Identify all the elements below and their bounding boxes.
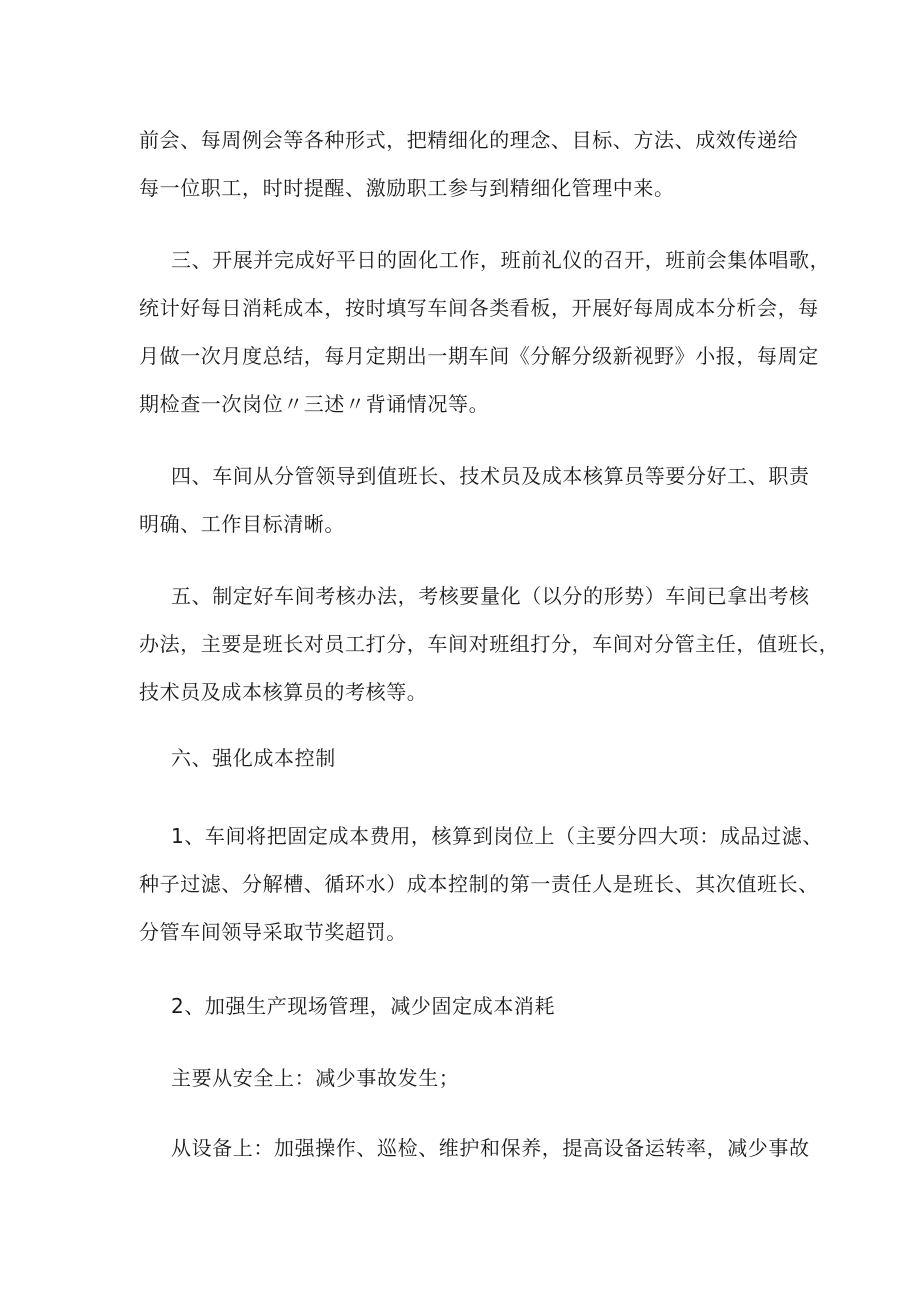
paragraph-three-line-3: 月做一次月度总结，每月定期出一期车间《分解分级新视野》小报，每周定 <box>139 344 819 368</box>
paragraph-five-line-3: 技术员及成本核算员的考核等。 <box>139 680 428 704</box>
paragraph-continuation-line-1: 前会、每周例会等各种形式，把精细化的理念、目标、方法、成效传递给 <box>139 128 799 152</box>
paragraph-five-line-2: 办法，主要是班长对员工打分，车间对班组打分，车间对分管主任，值班长， <box>139 632 840 656</box>
item-two-heading: 2、加强生产现场管理，减少固定成本消耗 <box>171 994 556 1018</box>
paragraph-five-line-1: 五、制定好车间考核办法，考核要量化（以分的形势）车间已拿出考核 <box>171 584 810 608</box>
paragraph-four-line-2: 明确、工作目标清晰。 <box>139 512 345 536</box>
item-one-line-3: 分管车间领导采取节奖超罚。 <box>139 920 407 944</box>
paragraph-three-line-1: 三、开展并完成好平日的固化工作，班前礼仪的召开，班前会集体唱歌， <box>171 248 831 272</box>
paragraph-continuation-line-2: 每一位职工，时时提醒、激励职工参与到精细化管理中来。 <box>139 176 675 200</box>
section-heading-six: 六、强化成本控制 <box>171 746 336 770</box>
equipment-line: 从设备上：加强操作、巡检、维护和保养，提高设备运转率，减少事故 <box>171 1136 810 1160</box>
paragraph-four-line-1: 四、车间从分管领导到值班长、技术员及成本核算员等要分好工、职责 <box>171 464 810 488</box>
paragraph-three-line-4: 期检查一次岗位〃三述〃背诵情况等。 <box>139 392 490 416</box>
paragraph-three-line-2: 统计好每日消耗成本，按时填写车间各类看板，开展好每周成本分析会，每 <box>139 296 819 320</box>
item-one-line-1: 1、车间将把固定成本费用，核算到岗位上（主要分四大项：成品过滤、 <box>171 824 823 848</box>
item-one-line-2: 种子过滤、分解槽、循环水）成本控制的第一责任人是班长、其次值班长、 <box>139 872 819 896</box>
safety-line: 主要从安全上：减少事故发生； <box>171 1066 460 1090</box>
